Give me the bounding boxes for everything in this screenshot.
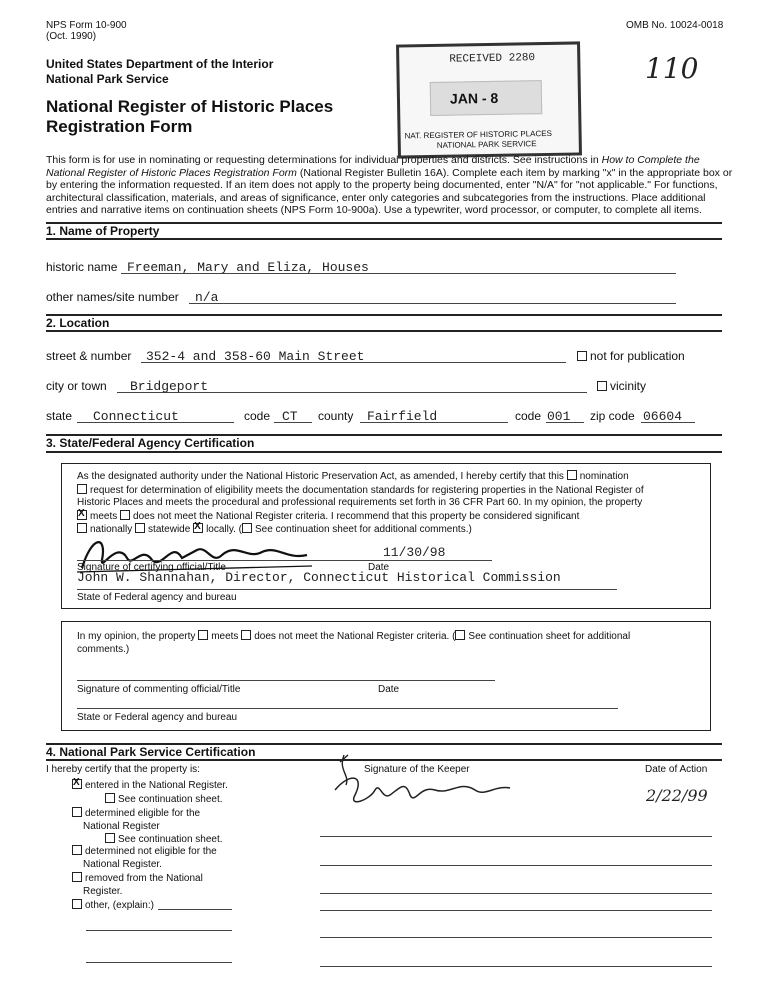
does-not-meet-checkbox[interactable] [120,510,130,520]
stamp-line2: NATIONAL PARK SERVICE [436,139,537,150]
county-code-label: code [515,409,542,423]
commenting-agency-label: State or Federal agency and bureau [77,712,238,723]
handwritten-number: 110 [645,52,699,85]
meets-checkbox[interactable] [77,510,87,520]
other-option[interactable]: other, (explain:) [72,899,154,911]
stamp-date: JAN - 8 [449,89,499,107]
form-number: NPS Form 10-900 [46,20,127,31]
certification-date: 11/30/98 [383,545,446,560]
certification-date-label: Date [368,562,390,573]
opinion-meets-checkbox[interactable] [198,630,208,640]
other-names-field[interactable]: n/a [195,290,219,305]
stamp-line1: NAT. REGISTER OF HISTORIC PLACES [404,128,552,141]
entered-option[interactable]: Xentered in the National Register. See continuation sheet. [72,779,228,806]
determined-not-eligible-option[interactable]: determined not eligible for the National Register. [72,845,217,871]
historic-name-field[interactable]: Freeman, Mary and Eliza, Houses [127,260,369,275]
section3-heading: 3. State/Federal Agency Certification [46,436,255,450]
county-field[interactable]: Fairfield [367,409,438,424]
service-name: National Park Service [46,72,169,86]
agency-bureau-label: State of Federal agency and bureau [77,592,237,603]
determined-eligible-option[interactable]: determined eligible for the National Register See continuation sheet. [72,807,223,847]
county-label: county [318,409,354,423]
received-stamp [396,41,582,158]
state-label: state [46,409,73,423]
zip-field[interactable]: 06604 [643,409,683,424]
commenting-signature-label: Signature of commenting official/Title [77,684,241,695]
street-field[interactable]: 352-4 and 358-60 Main Street [146,349,365,364]
commenting-date-label: Date [378,684,400,695]
keeper-signature-label: Signature of the Keeper [364,764,470,775]
section2-heading: 2. Location [46,316,110,330]
keeper-signature [320,750,530,820]
zip-label: zip code [590,409,635,423]
nomination-checkbox[interactable] [567,470,577,480]
vicinity-checkbox[interactable]: vicinity [597,379,646,393]
state-code-field[interactable]: CT [282,409,298,424]
date-of-action-value: 2/22/99 [646,786,708,805]
stamp-received: RECEIVED 2280 [449,52,536,66]
opinion-text: In my opinion, the property meets does not meet the National Register criteria. ( See continuation sheet for additional comments.) [77,631,631,655]
certifying-signature-label: Signature of certifying official/Title [77,562,226,573]
instructions: This form is for use in nominating or requesting determinations for individual properties and districts. See instructions in How to Complete the National Register of Historic Places Registration Form (National Register Bulletin 16A). Complete each item by marking "x" in the appropriate box or by entering the information requested. If an item does not apply to the property being documented, enter "N/A" for "not applicable." For functions, architectural classification, materials, and areas of significance, enter only categories and subcategories from the instructions. Place additional entries and narrative items on continuation sheets (NPS Form 10-900a). Use a typewriter, word processor, or computer, to complete all items. [46,154,733,216]
department-name: United States Department of the Interior [46,57,274,71]
other-names-label: other names/site number [46,290,179,304]
county-code-field[interactable]: 001 [547,409,571,424]
removed-option[interactable]: removed from the National Register. [72,872,203,898]
certification-text: As the designated authority under the National Historic Preservation Act, as amended, I hereby certify that this nomination request for determination of eligibility meets the documentation standards for registering properties in the National Register of Historic Places and meets the procedural and professional requirements set forth in 36 CFR Part 60. In my opinion, the property Xmeets does not meet the National Register criteria. I recommend that this property be considered significant nationally statewide X locally. ( See continuation sheet for additional comments.) [77,470,707,537]
opinion-continuation-checkbox[interactable] [455,630,465,640]
form-date: (Oct. 1990) [46,31,97,42]
section1-heading: 1. Name of Property [46,224,160,238]
certify-statement: I hereby certify that the property is: [46,764,200,775]
city-field[interactable]: Bridgeport [130,379,209,394]
form-title-line2: Registration Form [46,117,193,136]
city-label: city or town [46,379,107,393]
state-code-label: code [244,409,271,423]
certifying-official-name: John W. Shannahan, Director, Connecticut Historical Commission [77,570,561,585]
state-field[interactable]: Connecticut [93,409,179,424]
request-checkbox[interactable] [77,484,87,494]
date-of-action-label: Date of Action [645,764,708,775]
form-title-line1: National Register of Historic Places [46,97,334,116]
opinion-does-not-meet-checkbox[interactable] [241,630,251,640]
omb-number: OMB No. 10024-0018 [626,20,724,31]
not-for-publication-checkbox[interactable]: not for publication [577,349,685,363]
section4-heading: 4. National Park Service Certification [46,745,256,759]
street-label: street & number [46,349,132,363]
historic-name-label: historic name [46,260,118,274]
